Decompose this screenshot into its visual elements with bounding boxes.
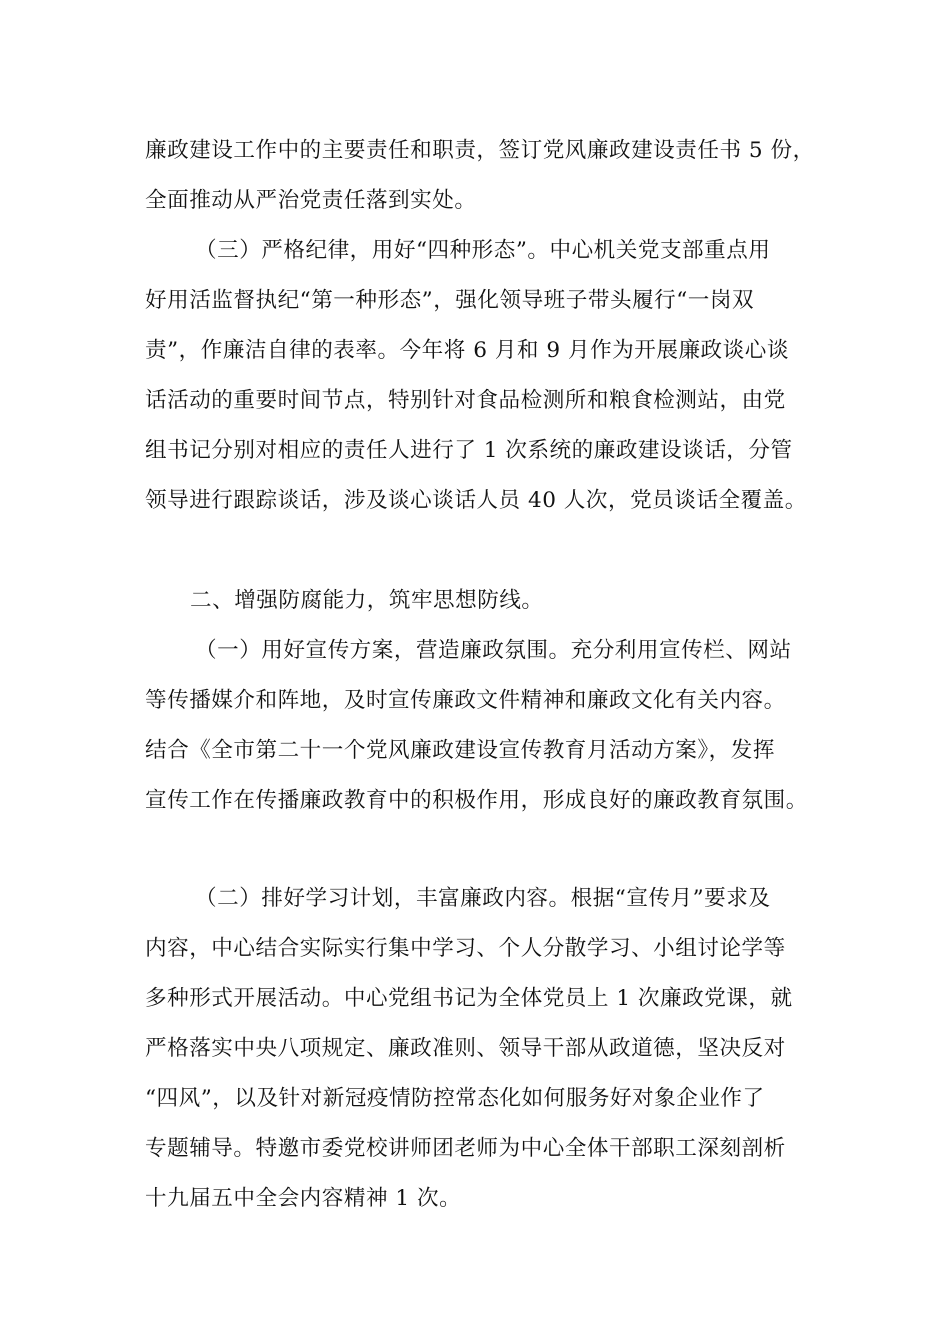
text-line: 好用活监督执纪“第一种形态”，强化领导班子带头履行“一岗双 <box>145 288 755 313</box>
paragraph-start: （一）用好宣传方案，营造廉政氛围。充分利用宣传栏、网站 <box>195 638 792 663</box>
text-line: 宣传工作在传播廉政教育中的积极作用，形成良好的廉政教育氛围。 <box>145 788 808 813</box>
text-line: 等传播媒介和阵地，及时宣传廉政文件精神和廉政文化有关内容。 <box>145 688 786 713</box>
paragraph-start: （三）严格纪律，用好“四种形态”。中心机关党支部重点用 <box>195 238 771 263</box>
text-line: 严格落实中央八项规定、廉政准则、领导干部从政道德，坚决反对 <box>145 1036 786 1061</box>
text-line: “四风”，以及针对新冠疫情防控常态化如何服务好对象企业作了 <box>145 1086 765 1111</box>
text-line: 组书记分别对相应的责任人进行了 1 次系统的廉政建设谈话，分管 <box>145 438 793 463</box>
text-line: 廉政建设工作中的主要责任和职责，签订党风廉政建设责任书 5 份， <box>145 138 815 163</box>
text-line: 多种形式开展活动。中心党组书记为全体党员上 1 次廉政党课，就 <box>145 986 793 1011</box>
text-line: 全面推动从严治党责任落到实处。 <box>145 188 477 213</box>
text-line: 内容，中心结合实际实行集中学习、个人分散学习、小组讨论学等 <box>145 936 786 961</box>
section-heading: 二、增强防腐能力，筑牢思想防线。 <box>190 588 544 613</box>
text-line: 领导进行跟踪谈话，涉及谈心谈话人员 40 人次，党员谈话全覆盖。 <box>145 488 807 513</box>
text-line: 十九届五中全会内容精神 1 次。 <box>145 1186 462 1211</box>
text-line: 结合《全市第二十一个党风廉政建设宣传教育月活动方案》，发挥 <box>145 738 775 763</box>
text-line: 责”，作廉洁自律的表率。今年将 6 月和 9 月作为开展廉政谈心谈 <box>145 338 789 363</box>
text-line: 话活动的重要时间节点，特别针对食品检测所和粮食检测站，由党 <box>145 388 786 413</box>
paragraph-start: （二）排好学习计划，丰富廉政内容。根据“宣传月”要求及 <box>195 886 771 911</box>
text-line: 专题辅导。特邀市委党校讲师团老师为中心全体干部职工深刻剖析 <box>145 1136 786 1161</box>
